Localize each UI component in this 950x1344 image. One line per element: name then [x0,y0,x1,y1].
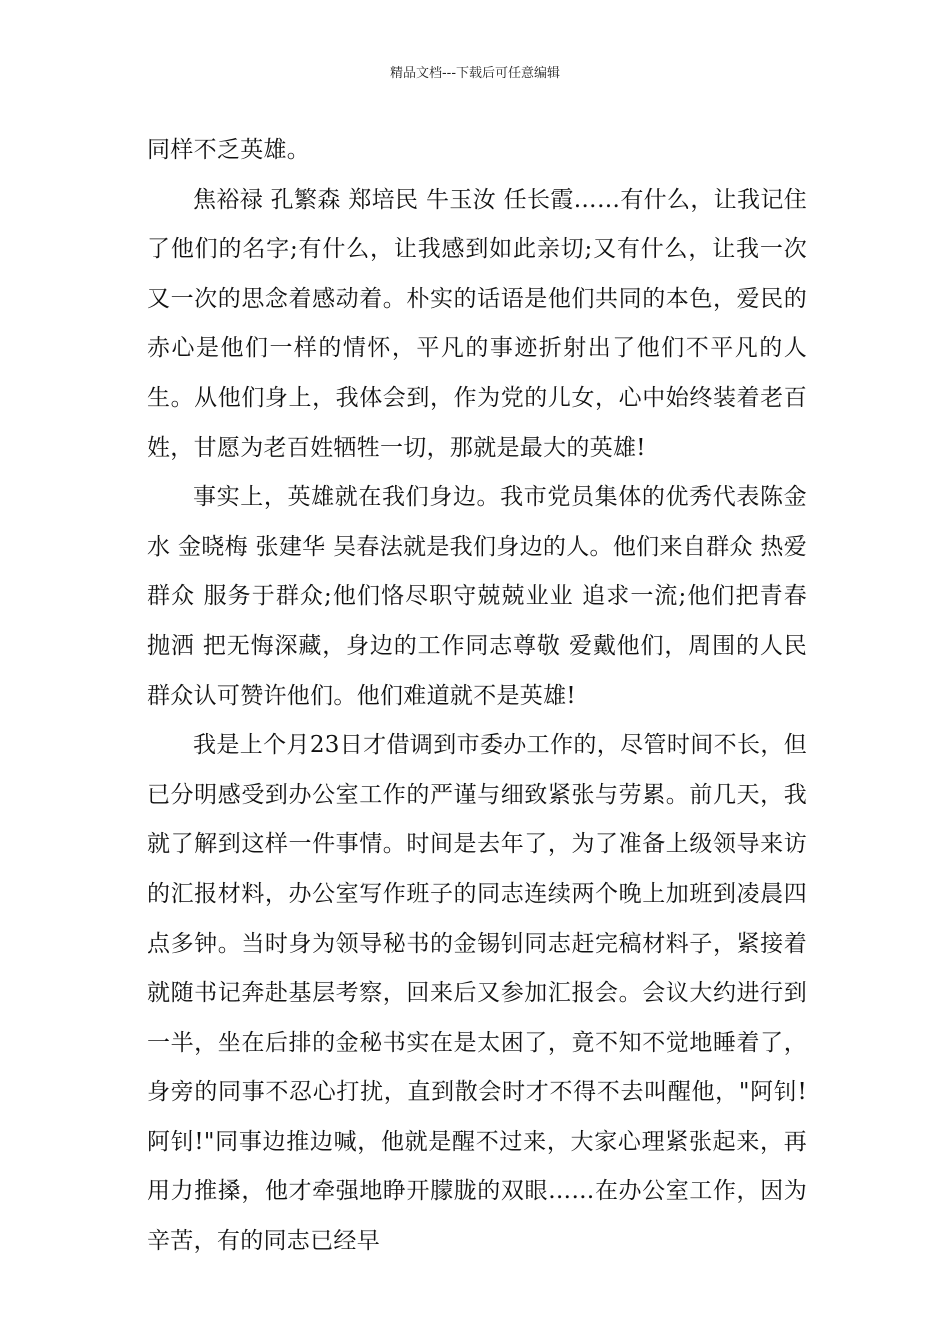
page-header: 精品文档---下载后可任意编辑 [389,66,561,81]
paragraph-3: 事实上，英雄就在我们身边。我市党员集体的优秀代表陈金水 金晓梅 张建华 吴春法就是我们身边的人。他们来自群众 热爱群众 服务于群众;他们恪尽职守兢兢业业 追求一流;他们把青春抛洒 把无悔深藏，身边的工作同志尊敬 爱戴他们，周围的人民群众认可赞许他们。他们难道就不是英雄! [147,484,807,709]
paragraph-4: 我是上个月23日才借调到市委办工作的，尽管时间不长，但已分明感受到办公室工作的严谨与细致紧张与劳累。前几天，我就了解到这样一件事情。时间是去年了，为了准备上级领导来访的汇报材料，办公室写作班子的同志连续两个晚上加班到凌晨四点多钟。当时身为领导秘书的金锡钊同志赶完稿材料子，紧接着就随书记奔赴基层考察，回来后又参加汇报会。会议大约进行到一半，坐在后排的金秘书实在是太困了，竟不知不觉地睡着了，身旁的同事不忍心打扰，直到散会时才不得不去叫醒他，"阿钊!阿钊!"同事边推边喊，他就是醒不过来，大家心理紧张起来，再用力推搡，他才牵强地睁开朦胧的双眼……在办公室工作，因为辛苦，有的同志已经早 [147,732,807,1255]
paragraph-2: 焦裕禄 孔繁森 郑培民 牛玉汝 任长霞……有什么，让我记住了他们的名字;有什么，让我感到如此亲切;又有什么，让我一次又一次的思念着感动着。朴实的话语是他们共同的本色，爱民的赤心是他们一样的情怀，平凡的事迹折射出了他们不平凡的人生。从他们身上，我体会到，作为党的儿女，心中始终装着老百姓，甘愿为老百姓牺牲一切，那就是最大的英雄! [147,186,807,461]
paragraph-1: 同样不乏英雄。 [147,137,311,163]
document-body [147,126,807,1267]
